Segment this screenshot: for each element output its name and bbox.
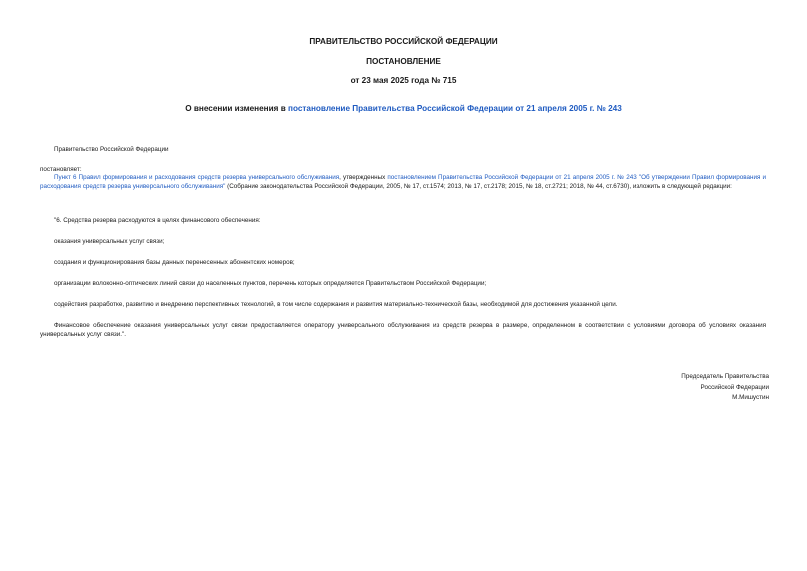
signature-name: М.Мишустин xyxy=(732,394,769,401)
signature-position: Председатель Правительства xyxy=(681,373,769,380)
item-intro-text: "6. Средства резерва расходуются в целях финансового обеспечения: xyxy=(54,217,261,224)
signature-country: Российской Федерации xyxy=(700,383,769,391)
document-title xyxy=(0,104,807,113)
final-paragraph: Финансовое обеспечение оказания универсальных услуг связи предоставляется оператору универсального обслуживания из средств резерва в размере, определенном в соответствии с условиями договора об условиях оказания универсальных услуг связи.". xyxy=(40,322,766,338)
title-prefix: О внесении изменения в xyxy=(185,104,289,113)
resolves-text: постановляет: xyxy=(40,166,82,173)
item-2-text: создания и функционирования базы данных перенесенных абонентских номеров; xyxy=(54,259,295,266)
item-4-text: содействия разработке, развитию и внедрению перспективных технологий, в том числе содержания и развития материально-технической базы, необходимой для достижения указанной цели. xyxy=(54,301,618,308)
date-number-heading: от 23 мая 2025 года № 715 xyxy=(350,76,457,85)
doc-type-heading: ПОСТАНОВЛЕНИЕ xyxy=(366,57,441,66)
point-tail-text: (Собрание законодательства Российской Федерации, 2005, № 17, ст.1574; 2013, № 17, ст.2178; 2015, № 18, ст.2721; 2018, № 44, ст.6730), изложить в следующей редакции: xyxy=(225,182,732,190)
point-mid-text: , утвержденных xyxy=(339,174,388,181)
rules-point-link[interactable]: Пункт 6 Правил формирования и расходования средств резерва универсального обслуживания xyxy=(54,174,340,181)
item-1-text: оказания универсальных услуг связи; xyxy=(54,238,165,245)
item-3-text: организации волоконно-оптических линий связи до населенных пунктов, перечень которых определяется Правительством Российской Федерации; xyxy=(54,280,487,287)
signature-block xyxy=(681,372,769,404)
government-heading: ПРАВИТЕЛЬСТВО РОССИЙСКОЙ ФЕДЕРАЦИИ xyxy=(309,37,498,46)
point-paragraph xyxy=(40,174,766,191)
resolution-link[interactable]: постановлением Правительства Российской Федерации от 21 апреля 2005 г. № 243 "Об утверждении Правил формирования и расходования средств резерва универсального обслуживания" xyxy=(40,174,766,190)
title-resolution-link[interactable]: постановление Правительства Российской Федерации от 21 апреля 2005 г. № 243 xyxy=(288,104,622,113)
intro-text: Правительство Российской Федерации xyxy=(54,146,169,153)
